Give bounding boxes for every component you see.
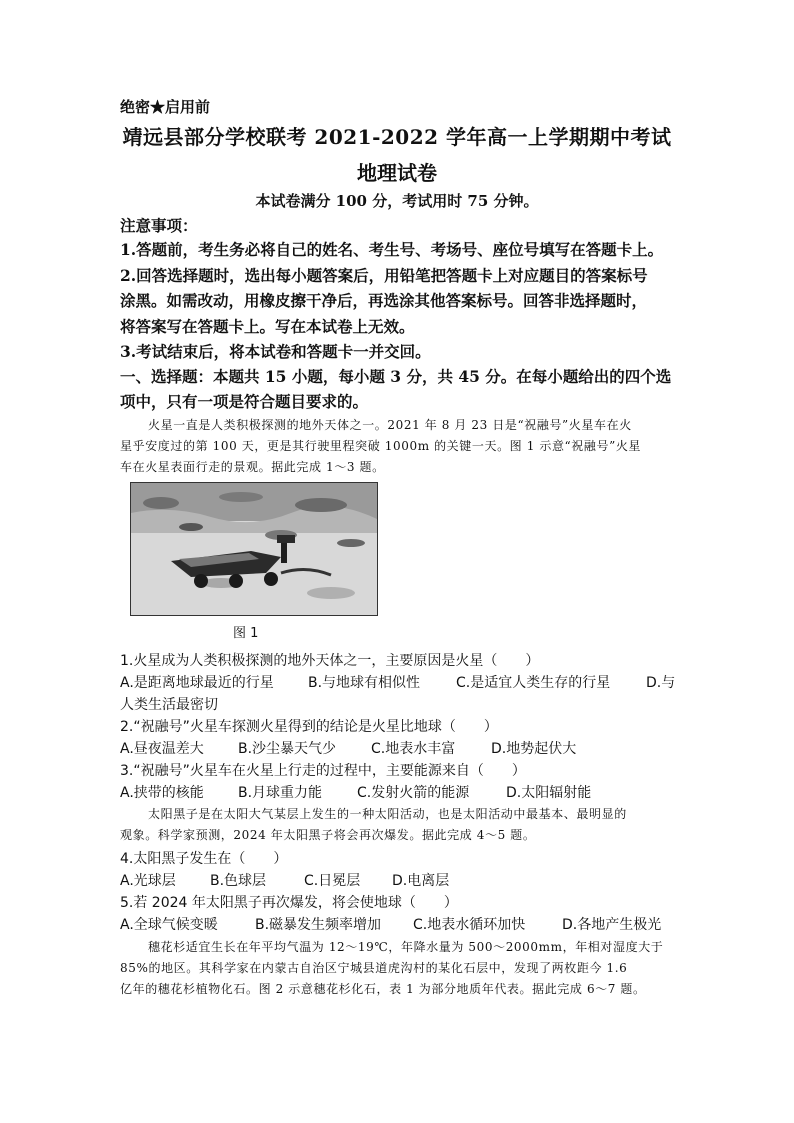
material-line: 星乎安度过的第 100 天，更是其行驶里程突破 1000m 的关键一天。图 1 示意“祝融号”火星 (120, 439, 642, 453)
secret-mark: 绝密★启用前 (120, 98, 211, 116)
option: B.色球层 (210, 873, 267, 889)
option: B.月球重力能 (238, 785, 323, 801)
material-line: 观象。科学家预测，2024 年太阳黑子将会再次爆发。据此完成 4～5 题。 (120, 828, 536, 842)
question-stem: 2.“祝融号”火星车探测火星得到的结论是火星比地球（ ） (120, 719, 498, 735)
option: C.地表水丰富 (371, 741, 456, 757)
option: C.日冕层 (304, 873, 361, 889)
question-stem: 5.若 2024 年太阳黑子再次爆发，将会使地球（ ） (120, 895, 458, 911)
material-line: 太阳黑子是在太阳大气某层上发生的一种太阳活动，也是太阳活动中最基本、最明显的 (148, 807, 627, 821)
question-stem: 4.太阳黑子发生在（ ） (120, 851, 288, 867)
option: C.是适宜人类生存的行星 (456, 675, 611, 691)
option: D.电离层 (392, 873, 450, 889)
exam-subtitle: 本试卷满分 100 分，考试用时 75 分钟。 (255, 192, 539, 210)
note-line: 1.答题前，考生务必将自己的姓名、考生号、考场号、座位号填写在答题卡上。 (120, 240, 664, 259)
note-line: 3.考试结束后，将本试卷和答题卡一并交回。 (120, 342, 431, 361)
option: C.发射火箭的能源 (357, 785, 470, 801)
mars-rover-photo (130, 482, 378, 616)
option: D.各地产生极光 (562, 917, 662, 933)
section-heading: 一、选择题：本题共 15 小题，每小题 3 分，共 45 分。在每小题给出的四个选 (120, 367, 672, 386)
option-continuation: 人类生活最密切 (120, 697, 218, 713)
note-line: 将答案写在答题卡上。写在本试卷上无效。 (120, 317, 415, 336)
option: A.全球气候变暖 (120, 917, 218, 933)
notes-heading: 注意事项： (120, 216, 198, 235)
option: B.沙尘暴天气少 (238, 741, 337, 757)
option: D.地势起伏大 (491, 741, 577, 757)
question-stem: 1.火星成为人类积极探测的地外天体之一，主要原因是火星（ ） (120, 653, 540, 669)
option: A.是距离地球最近的行星 (120, 675, 274, 691)
note-line: 涂黑。如需改动，用橡皮擦干净后，再选涂其他答案标号。回答非选择题时， (120, 291, 648, 310)
material-line: 车在火星表面行走的景观。据此完成 1～3 题。 (120, 460, 385, 474)
option: D.与 (646, 675, 676, 691)
note-line: 2.回答选择题时，选出每小题答案后，用铅笔把答题卡上对应题目的答案标号 (120, 266, 648, 285)
question-stem: 3.“祝融号”火星车在火星上行走的过程中，主要能源来自（ ） (120, 763, 526, 779)
material-line: 85%的地区。其科学家在内蒙古自治区宁城县道虎沟村的某化石层中，发现了两枚距今 1.6 (120, 961, 628, 975)
option: C.地表水循环加快 (413, 917, 526, 933)
figure-caption: 图 1 (233, 626, 259, 641)
material-line: 穗花杉适宜生长在年平均气温为 12～19℃，年降水量为 500～2000mm，年相对湿度大于 (148, 940, 664, 954)
option: B.磁暴发生频率增加 (255, 917, 382, 933)
material-line: 火星一直是人类积极探测的地外天体之一。2021 年 8 月 23 日是“祝融号”火星车在火 (148, 418, 632, 432)
section-heading-cont: 项中，只有一项是符合题目要求的。 (120, 392, 369, 411)
exam-subject: 地理试卷 (357, 161, 437, 185)
material-line: 亿年的穗花杉植物化石。图 2 示意穗花杉化石，表 1 为部分地质年代表。据此完成 6～7 题。 (120, 982, 646, 996)
option: D.太阳辐射能 (506, 785, 592, 801)
option: A.昼夜温差大 (120, 741, 204, 757)
option: B.与地球有相似性 (308, 675, 421, 691)
option: A.光球层 (120, 873, 176, 889)
exam-title: 靖远县部分学校联考 2021-2022 学年高一上学期期中考试 (122, 125, 672, 149)
option: A.挟带的核能 (120, 785, 204, 801)
